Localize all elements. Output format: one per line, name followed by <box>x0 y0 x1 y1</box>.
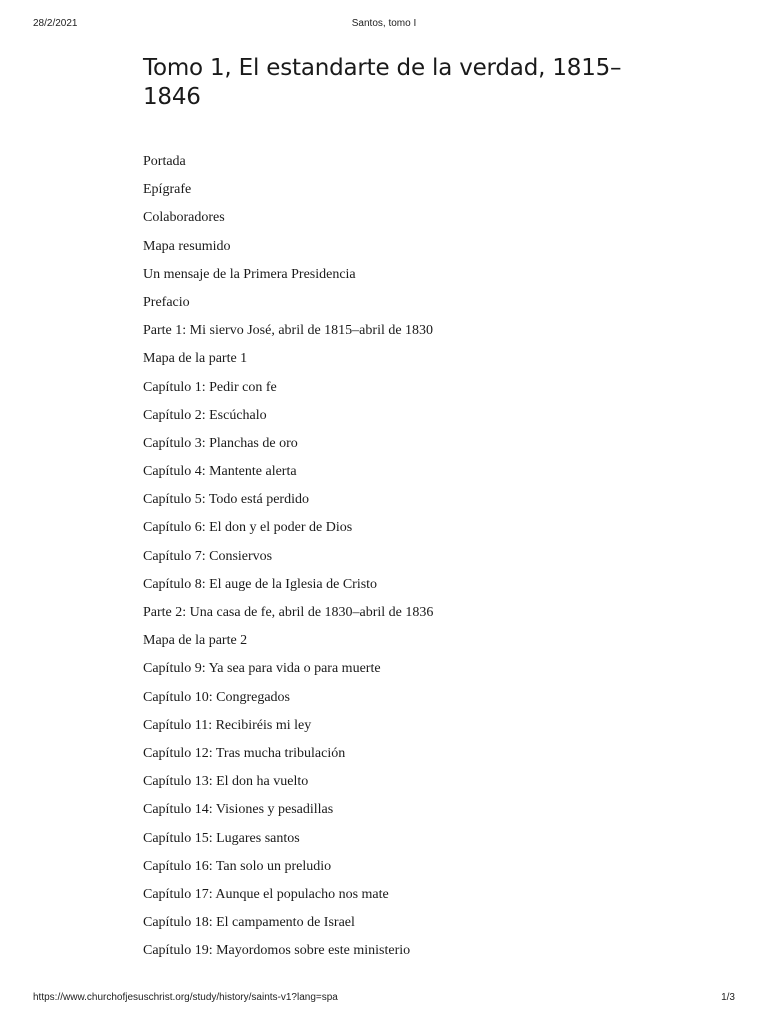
toc-item[interactable] <box>143 829 433 857</box>
toc-link[interactable]: Mapa de la parte 2 <box>143 633 248 649</box>
print-doc-title: Santos, tomo I <box>351 18 417 29</box>
toc-item[interactable] <box>143 659 433 687</box>
page-title: Tomo 1, El estandarte de la verdad, 1815–1846 <box>143 55 622 110</box>
toc-link[interactable]: Capítulo 7: Consiervos <box>143 548 273 564</box>
toc-item[interactable] <box>143 434 433 462</box>
toc-item[interactable] <box>143 913 433 941</box>
toc-item[interactable] <box>143 208 433 236</box>
toc-item[interactable] <box>143 547 433 575</box>
toc-item[interactable] <box>143 293 433 321</box>
toc-link[interactable]: Capítulo 9: Ya sea para vida o para muerte <box>143 661 381 677</box>
print-footer <box>0 992 768 1006</box>
toc-link[interactable]: Capítulo 8: El auge de la Iglesia de Cristo <box>143 576 378 592</box>
print-date: 28/2/2021 <box>33 18 78 29</box>
toc-link[interactable]: Un mensaje de la Primera Presidencia <box>143 266 356 282</box>
toc-link[interactable]: Colaboradores <box>143 210 225 226</box>
toc-item[interactable] <box>143 237 433 265</box>
toc-link[interactable]: Capítulo 3: Planchas de oro <box>143 435 298 451</box>
toc-link[interactable]: Capítulo 1: Pedir con fe <box>143 379 277 395</box>
toc-item[interactable] <box>143 885 433 913</box>
toc-link[interactable]: Capítulo 10: Congregados <box>143 689 290 705</box>
print-header <box>0 18 768 32</box>
toc-item[interactable] <box>143 518 433 546</box>
toc-link[interactable]: Capítulo 12: Tras mucha tribulación <box>143 745 346 761</box>
toc-link[interactable]: Capítulo 11: Recibiréis mi ley <box>143 717 312 733</box>
toc-link[interactable]: Mapa de la parte 1 <box>143 351 248 367</box>
toc-item[interactable] <box>143 744 433 772</box>
toc-link[interactable]: Portada <box>143 154 186 169</box>
toc-item[interactable] <box>143 180 433 208</box>
toc-link[interactable]: Parte 1: Mi siervo José, abril de 1815–abril de 1830 <box>143 323 434 339</box>
toc-link[interactable]: Capítulo 14: Visiones y pesadillas <box>143 802 334 818</box>
toc-item[interactable] <box>143 772 433 800</box>
toc-link[interactable]: Capítulo 19: Mayordomos sobre este ministerio <box>143 943 411 959</box>
toc-link[interactable]: Parte 2: Una casa de fe, abril de 1830–abril de 1836 <box>143 605 434 620</box>
toc-link[interactable]: Prefacio <box>143 294 190 310</box>
toc-link[interactable]: Mapa resumido <box>143 238 231 254</box>
toc-item[interactable] <box>143 941 433 969</box>
toc-item[interactable] <box>143 631 433 659</box>
toc-link[interactable]: Capítulo 15: Lugares santos <box>143 830 300 846</box>
toc-link[interactable]: Capítulo 4: Mantente alerta <box>143 464 297 480</box>
toc-item[interactable] <box>143 800 433 828</box>
toc-item[interactable] <box>143 349 433 377</box>
toc-link[interactable]: Capítulo 18: El campamento de Israel <box>143 915 355 931</box>
toc-item[interactable] <box>143 857 433 885</box>
toc-item[interactable] <box>143 716 433 744</box>
table-of-contents <box>143 152 433 969</box>
toc-item[interactable] <box>143 490 433 518</box>
toc-item[interactable] <box>143 406 433 434</box>
toc-item[interactable] <box>143 462 433 490</box>
toc-link[interactable]: Capítulo 5: Todo está perdido <box>143 492 309 508</box>
toc-item[interactable] <box>143 575 433 603</box>
toc-item[interactable] <box>143 603 433 631</box>
toc-link[interactable]: Capítulo 17: Aunque el populacho nos mate <box>143 886 389 902</box>
toc-item[interactable] <box>143 688 433 716</box>
toc-link[interactable]: Capítulo 16: Tan solo un preludio <box>143 858 332 874</box>
toc-link[interactable]: Capítulo 6: El don y el poder de Dios <box>143 520 353 536</box>
toc-link[interactable]: Epígrafe <box>143 182 192 198</box>
toc-item[interactable] <box>143 378 433 406</box>
toc-item[interactable] <box>143 152 433 180</box>
toc-item[interactable] <box>143 321 433 349</box>
toc-link[interactable]: Capítulo 2: Escúchalo <box>143 407 267 423</box>
print-page-number: 1/3 <box>721 992 735 1003</box>
toc-link[interactable]: Capítulo 13: El don ha vuelto <box>143 774 309 790</box>
toc-item[interactable] <box>143 265 433 293</box>
print-url: https://www.churchofjesuschrist.org/study/history/saints-v1?lang=spa <box>33 992 338 1003</box>
